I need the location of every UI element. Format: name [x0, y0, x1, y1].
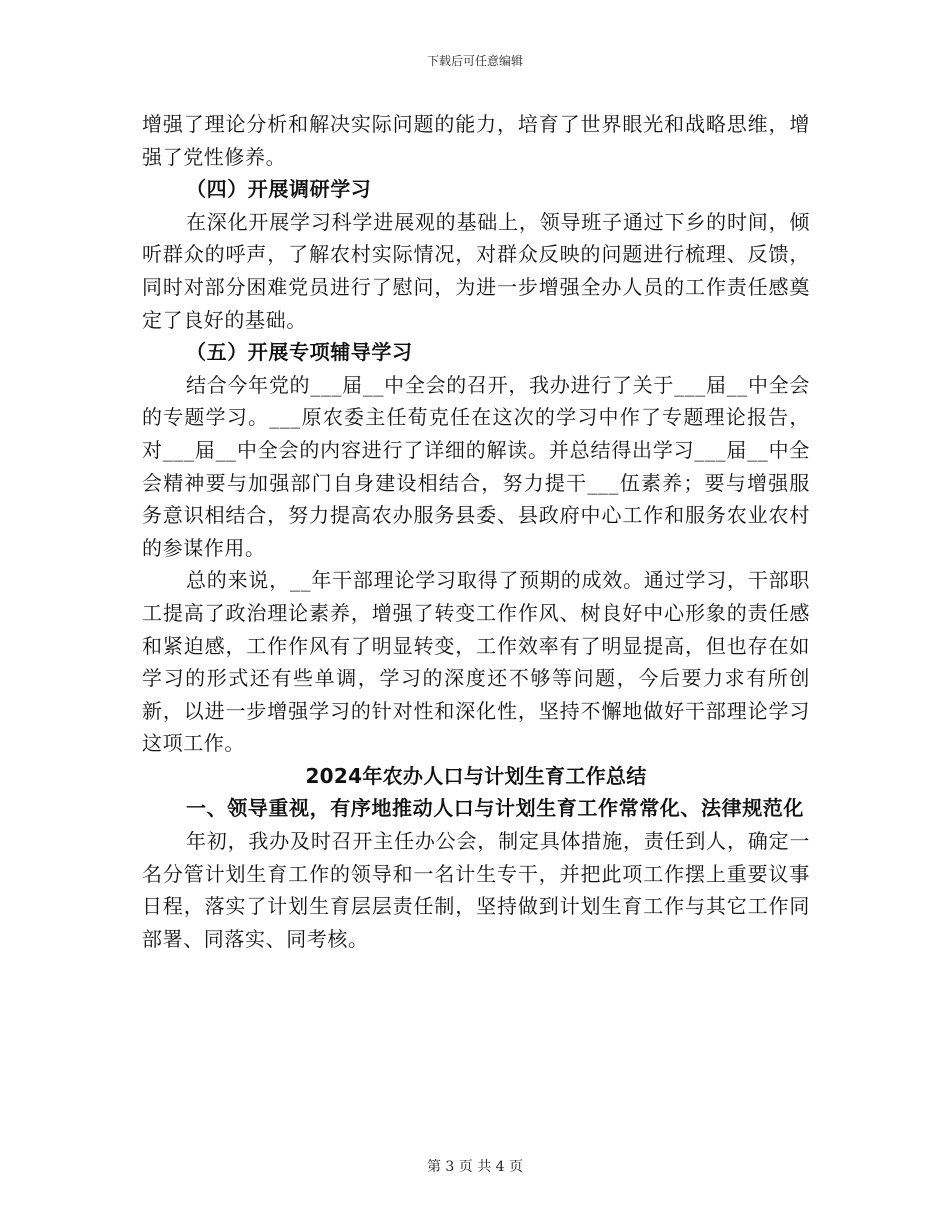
- section-heading-leadership: 一、领导重视，有序地推动人口与计划生育工作常常化、法律规范化: [186, 796, 804, 821]
- section-heading-research: （四）开展调研学习: [186, 177, 372, 202]
- paragraph-research: 在深化开展学习科学进展观的基础上，领导班子通过下乡的时间，倾听群众的呼声，了解农村实际情况，对群众反映的问题进行梳理、反馈，同时对部分困难党员进行了慰问，为进一步增强全办人员的工作责任感奠定了良好的基础。: [142, 209, 810, 332]
- section-heading-special-study: （五）开展专项辅导学习: [186, 340, 413, 365]
- page-header-note: 下载后可任意编辑: [426, 54, 523, 68]
- page-number: 第 3 页 共 4 页: [426, 1159, 524, 1175]
- paragraph-leadership: 年初，我办及时召开主任办公会，制定具体措施，责任到人，确定一名分管计划生育工作的领导和一名计生专干，并把此项工作摆上重要议事日程，落实了计划生育层层责任制，坚持做到计划生育工作与其它工作同部署、同落实、同考核。: [142, 829, 810, 951]
- paragraph-summary: 总的来说，__年干部理论学习取得了预期的成效。通过学习，干部职工提高了政治理论素养，增强了转变工作作风、树良好中心形象的责任感和紧迫感，工作作风有了明显转变，工作效率有了明显提高，但也存在如学习的形式还有些单调，学习的深度还不够等问题，今后要力求有所创新，以进一步增强学习的针对性和深化性，坚持不懈地做好干部理论学习这项工作。: [142, 568, 810, 756]
- paragraph-special-study: 结合今年党的___届__中全会的召开，我办进行了关于___届__中全会的专题学习。___原农委主任荀克任在这次的学习中作了专题理论报告，对___届__中全会的内容进行了详细的解读。并总结得出学习___届__中全会精神要与加强部门自身建设相结合，努力提干___伍素养；要与增强服务意识相结合，努力提高农办服务县委、县政府中心工作和服务农业农村的参谋作用。: [142, 372, 810, 560]
- document-body: [142, 108, 810, 955]
- paragraph-continuation: 增强了理论分析和解决实际问题的能力，培育了世界眼光和战略思维，增强了党性修养。: [142, 112, 810, 169]
- document-title: 2024年农办人口与计划生育工作总结: [305, 763, 647, 788]
